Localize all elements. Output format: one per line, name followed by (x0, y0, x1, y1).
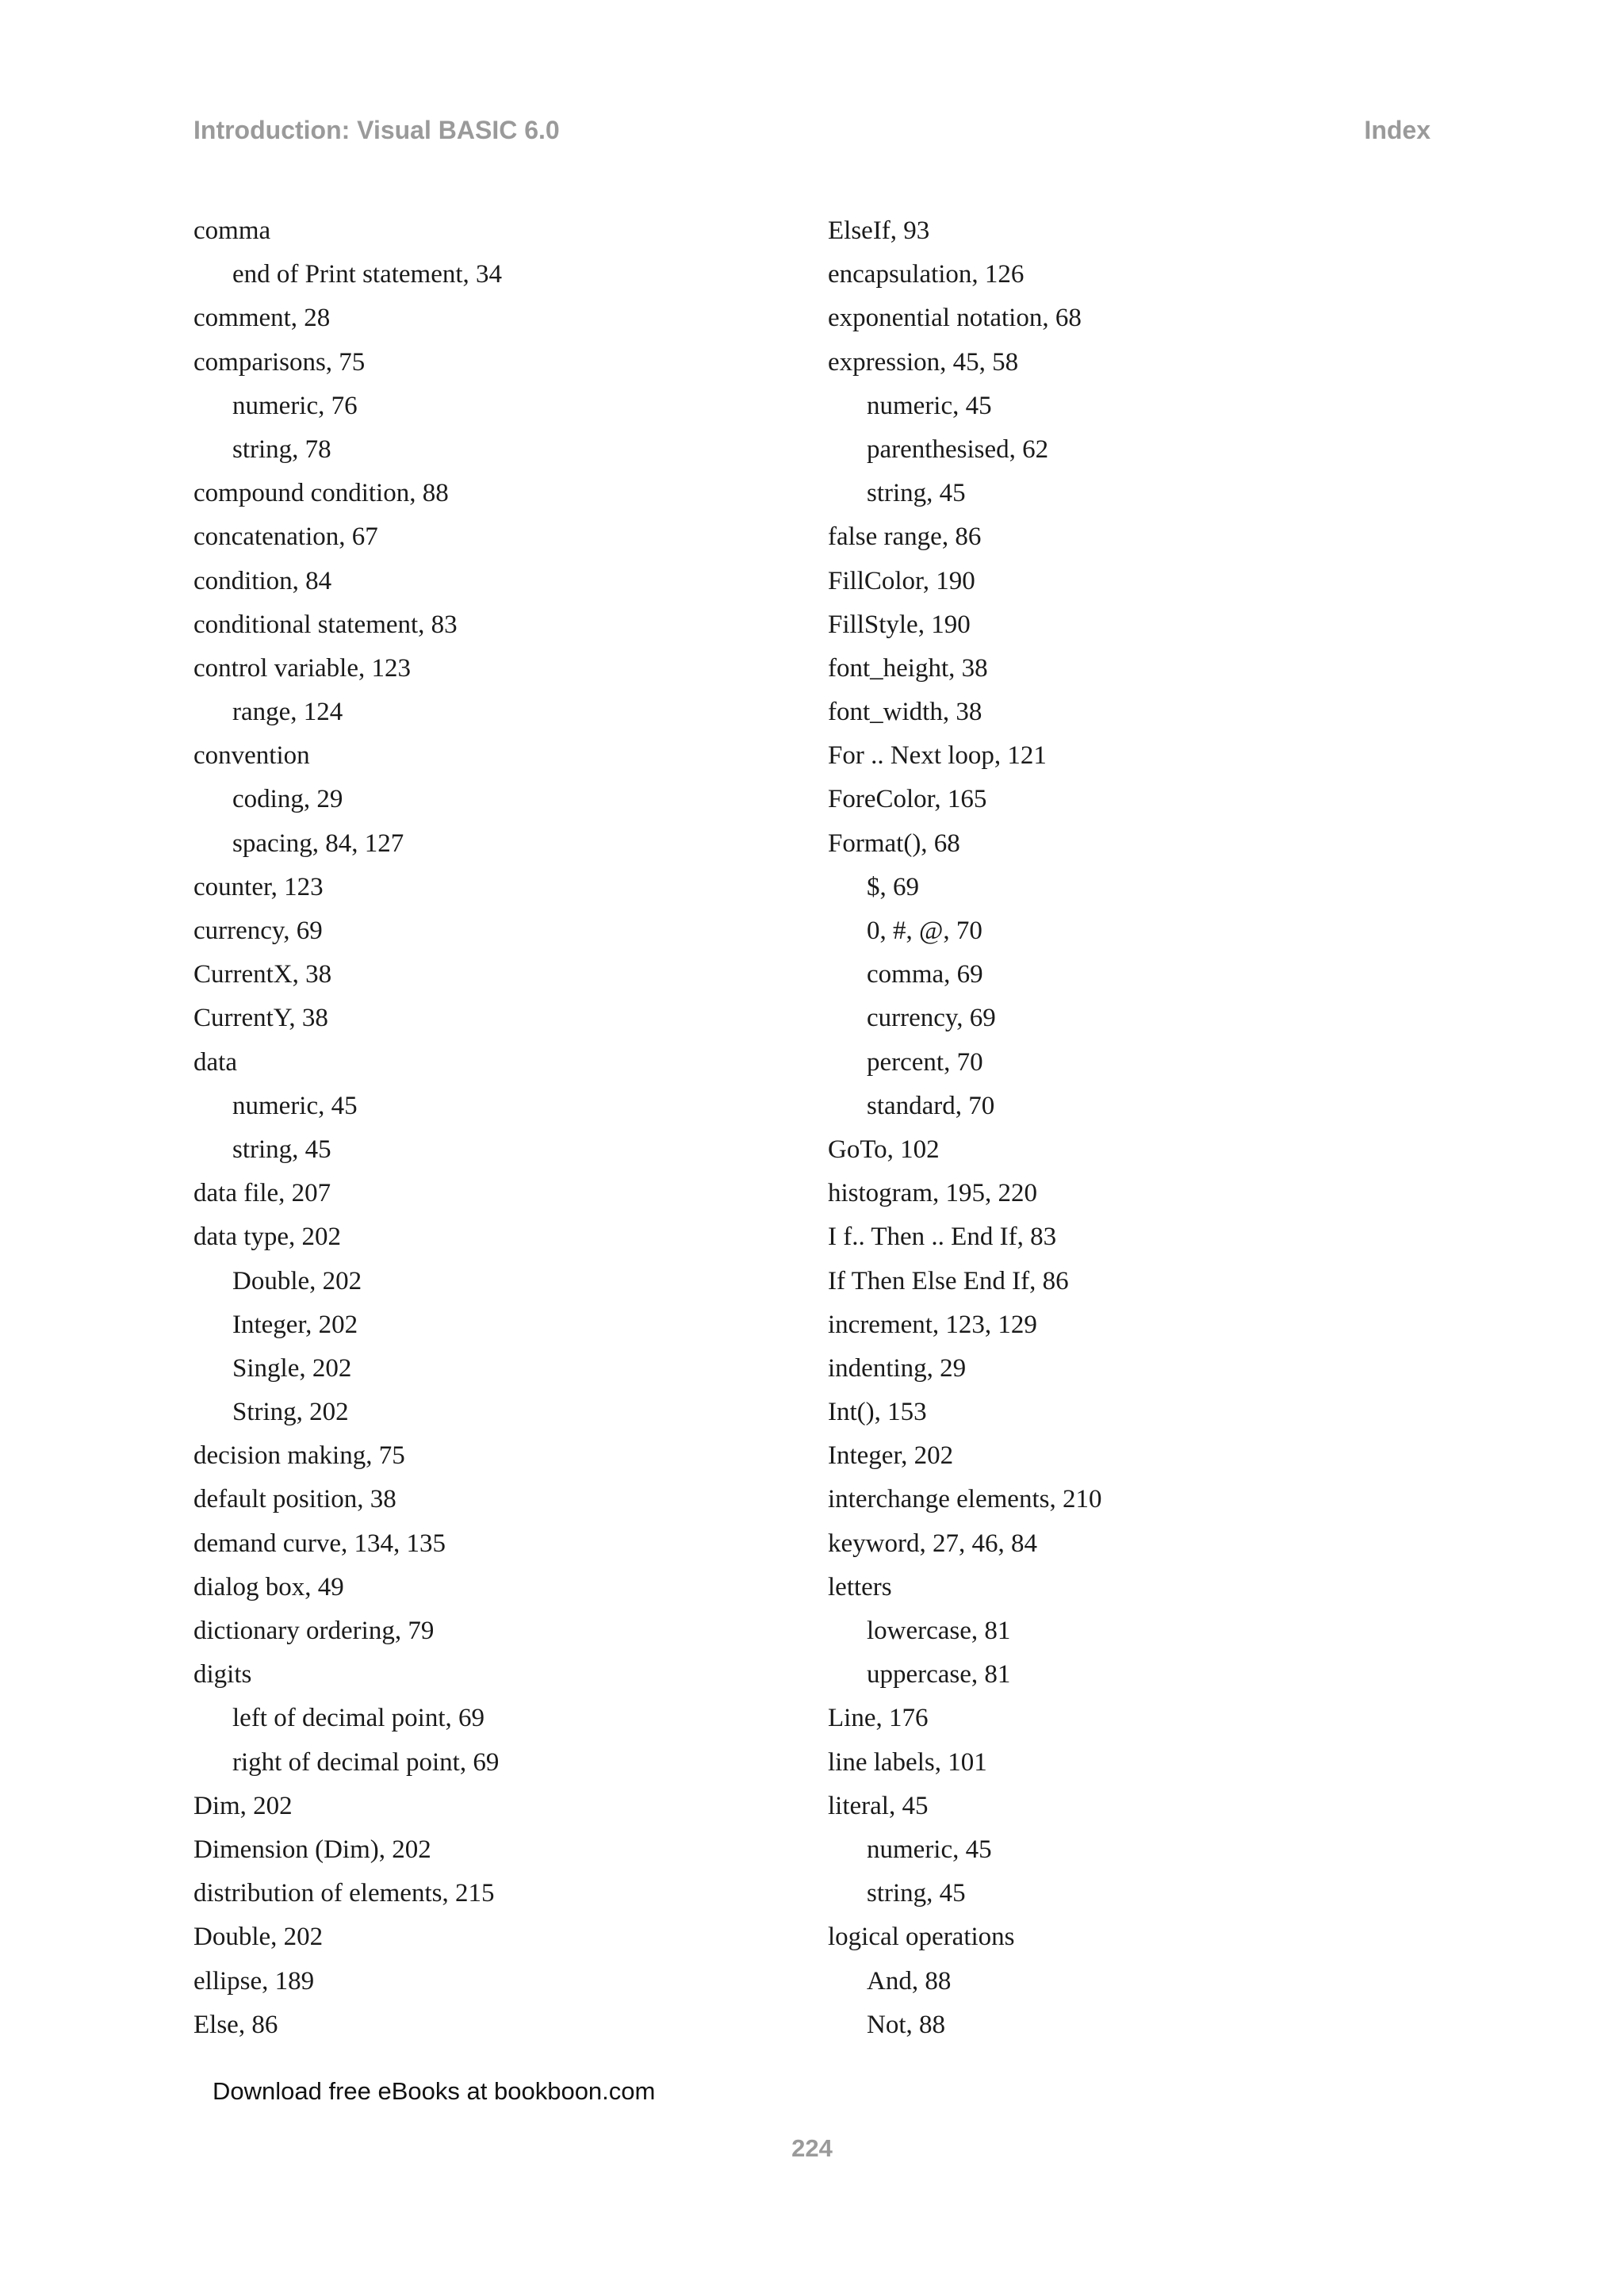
index-entry: CurrentY, 38 (193, 1004, 328, 1033)
index-entry: comma (193, 216, 271, 245)
index-subentry: coding, 29 (232, 785, 343, 814)
index-subentry: $, 69 (867, 872, 919, 901)
index-entry: Dim, 202 (193, 1791, 293, 1820)
index-subentry: parenthesised, 62 (867, 434, 1049, 464)
index-subentry: Single, 202 (232, 1353, 352, 1383)
index-entry: default position, 38 (193, 1485, 396, 1514)
index-subentry: Not, 88 (867, 2010, 945, 2039)
index-entry: indenting, 29 (828, 1353, 967, 1383)
index-subentry: end of Print statement, 34 (232, 260, 503, 289)
index-subentry: String, 202 (232, 1398, 349, 1427)
index-entry: data (193, 1047, 237, 1077)
index-entry: distribution of elements, 215 (193, 1879, 495, 1908)
index-entry: Else, 86 (193, 2010, 278, 2039)
index-entry: interchange elements, 210 (828, 1485, 1102, 1514)
running-head-book-title: Introduction: Visual BASIC 6.0 (193, 116, 560, 144)
index-entry: histogram, 195, 220 (828, 1179, 1037, 1208)
index-entry: Integer, 202 (828, 1441, 954, 1471)
index-entry: ForeColor, 165 (828, 785, 987, 814)
index-entry: digits (193, 1660, 252, 1689)
index-entry: convention (193, 741, 310, 771)
index-entry: data file, 207 (193, 1179, 331, 1208)
index-subentry: string, 45 (232, 1135, 331, 1164)
index-subentry: spacing, 84, 127 (232, 828, 404, 858)
index-entry: I f.. Then .. End If, 83 (828, 1223, 1057, 1252)
index-entry: expression, 45, 58 (828, 347, 1019, 377)
index-entry: Format(), 68 (828, 828, 960, 858)
index-entry: demand curve, 134, 135 (193, 1529, 446, 1558)
index-subentry: percent, 70 (867, 1047, 983, 1077)
index-subentry: numeric, 76 (232, 391, 358, 420)
index-subentry: uppercase, 81 (867, 1660, 1011, 1689)
index-entry: Double, 202 (193, 1923, 324, 1952)
index-entry: For .. Next loop, 121 (828, 741, 1047, 771)
index-subentry: Integer, 202 (232, 1310, 358, 1339)
index-subentry: lowercase, 81 (867, 1617, 1011, 1645)
index-entry: condition, 84 (193, 566, 332, 595)
index-entry: concatenation, 67 (193, 522, 378, 552)
index-entry: ElseIf, 93 (828, 216, 930, 245)
index-subentry: 0, #, @, 70 (867, 916, 982, 945)
index-entry: ellipse, 189 (193, 1966, 315, 1996)
index-subentry: numeric, 45 (232, 1091, 358, 1120)
index-subentry: right of decimal point, 69 (232, 1747, 500, 1777)
page-number: 224 (791, 2134, 833, 2162)
index-subentry: left of decimal point, 69 (232, 1704, 485, 1733)
index-entry: increment, 123, 129 (828, 1310, 1037, 1339)
index-subentry: numeric, 45 (867, 391, 992, 420)
index-entry: data type, 202 (193, 1223, 342, 1252)
index-entry: GoTo, 102 (828, 1135, 940, 1164)
index-entry: If Then Else End If, 86 (828, 1266, 1069, 1295)
index-column-left (193, 209, 796, 2047)
index-entry: encapsulation, 126 (828, 260, 1025, 289)
index-subentry: string, 45 (867, 479, 966, 508)
index-entry: Dimension (Dim), 202 (193, 1835, 431, 1864)
index-entry: currency, 69 (193, 916, 323, 945)
index-entry: conditional statement, 83 (193, 610, 458, 639)
index-subentry: standard, 70 (867, 1091, 995, 1120)
index-entry: dialog box, 49 (193, 1572, 344, 1601)
index-entry: Int(), 153 (828, 1398, 927, 1427)
index-entry: font_width, 38 (828, 698, 982, 727)
index-entry: CurrentX, 38 (193, 960, 332, 989)
index-entry: line labels, 101 (828, 1747, 987, 1777)
index-subentry: And, 88 (867, 1966, 952, 1996)
index-subentry: comma, 69 (867, 960, 983, 989)
index-subentry: currency, 69 (867, 1004, 996, 1033)
running-head-section: Index (1364, 116, 1431, 144)
index-subentry: range, 124 (232, 698, 343, 727)
index-subentry: Double, 202 (232, 1266, 362, 1295)
index-column-right (828, 209, 1431, 2047)
index-entry: keyword, 27, 46, 84 (828, 1529, 1037, 1558)
index-entry: FillColor, 190 (828, 566, 975, 595)
index-entry: literal, 45 (828, 1791, 929, 1820)
index-entry: dictionary ordering, 79 (193, 1617, 435, 1645)
index-subentry: numeric, 45 (867, 1835, 992, 1864)
index-entry: false range, 86 (828, 522, 982, 552)
index-subentry: string, 78 (232, 434, 331, 464)
index-entry: letters (828, 1572, 892, 1601)
index-entry: comparisons, 75 (193, 347, 366, 377)
index-entry: logical operations (828, 1923, 1015, 1952)
index-entry: decision making, 75 (193, 1441, 405, 1471)
index-entry: Line, 176 (828, 1704, 929, 1733)
index-entry: compound condition, 88 (193, 479, 449, 508)
index-entry: exponential notation, 68 (828, 304, 1082, 333)
index-subentry: string, 45 (867, 1879, 966, 1908)
index-entry: control variable, 123 (193, 653, 411, 683)
index-entry: counter, 123 (193, 872, 324, 901)
index-entry: font_height, 38 (828, 653, 988, 683)
bookboon-download-link[interactable]: Download free eBooks at bookboon.com (213, 2077, 656, 2105)
index-entry: comment, 28 (193, 304, 331, 333)
index-entry: FillStyle, 190 (828, 610, 971, 639)
